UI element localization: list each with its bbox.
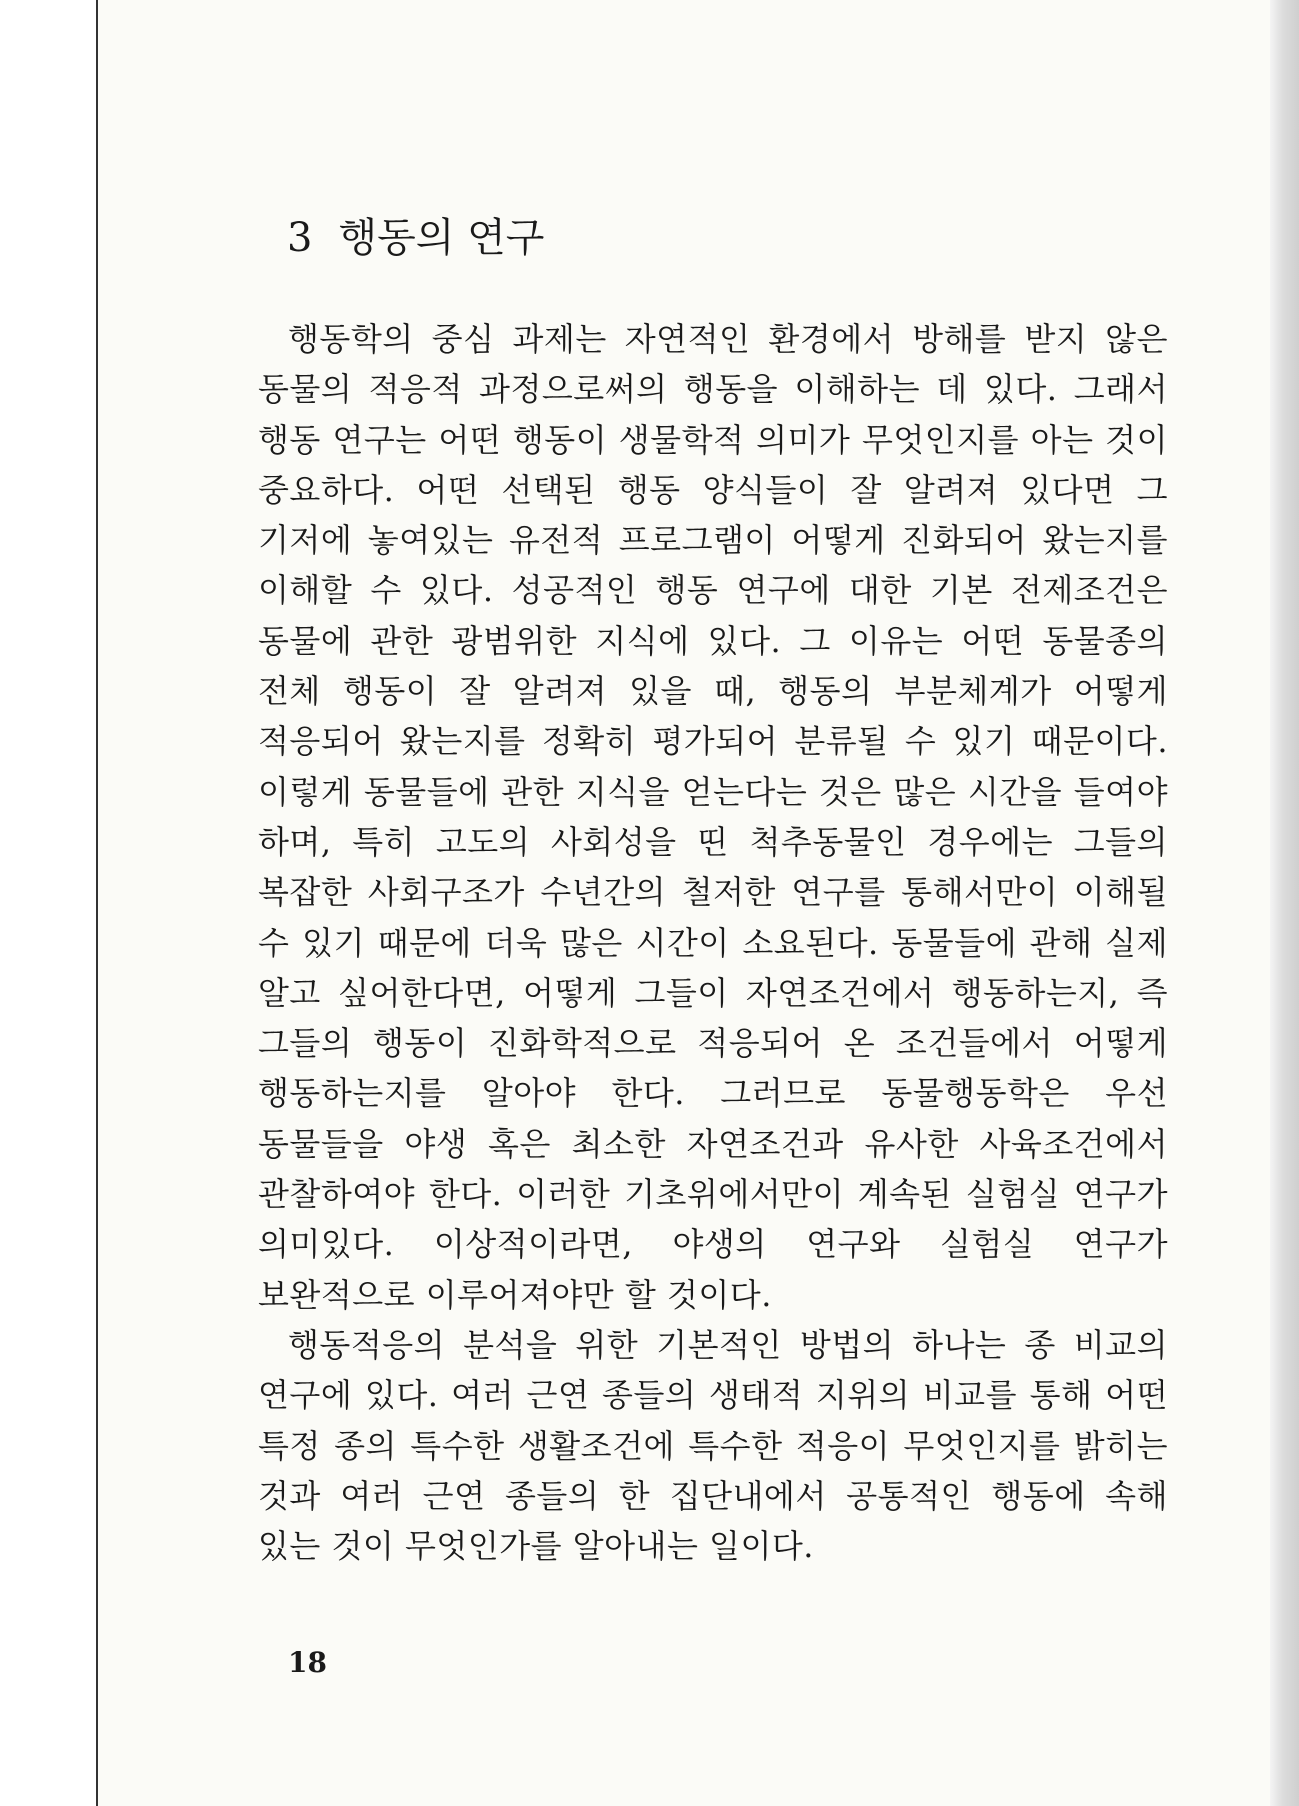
paragraph: 행동학의 중심 과제는 자연적인 환경에서 방해를 받지 않은 동물의 적응적 과정으로써의 행동을 이해하는 데 있다. 그래서 행동 연구는 어떤 행동이 생물학적 의미가 무엇인지를 아는 것이 중요하다. 어떤 선택된 행동 양식들이 잘 알려져 있다면 그 기저에 놓여있는 유전적 프로그램이 어떻게 진화되어 왔는지를 이해할 수 있다. 성공적인 행동 연구에 대한 기본 전제조건은 동물에 관한 광범위한 지식에 있다. 그 이유는 어떤 동물종의 전체 행동이 잘 알려져 있을 때, 행동의 부분체계가 어떻게 적응되어 왔는지를 정확히 평가되어 분류될 수 있기 때문이다. 이렇게 동물들에 관한 지식을 얻는다는 것은 많은 시간을 들여야 하며, 특히 고도의 사회성을 띤 척추동물인 경우에는 그들의 복잡한 사회구조가 수년간의 철저한 연구를 통해서만이 이해될 수 있기 때문에 더욱 많은 시간이 소요된다. 동물들에 관해 실제 알고 싶어한다면, 어떻게 그들이 자연조건에서 행동하는지, 즉 그들의 행동이 진화학적으로 적응되어 온 조건들에서 어떻게 행동하는지를 알아야 한다. 그러므로 동물행동학은 우선 동물들을 야생 혹은 최소한 자연조건과 유사한 사육조건에서 관찰하여야 한다. 이러한 기초위에서만이 계속된 실험실 연구가 의미있다. 이상적이라면, 야생의 연구와 실험실 연구가 보완적으로 이루어져야만 할 것이다. bbox=[258, 320, 1168, 1314]
page-number: 18 bbox=[288, 1646, 327, 1679]
page-gutter-shadow bbox=[1270, 0, 1299, 1806]
body-text bbox=[258, 314, 1168, 1571]
section-number: 3 bbox=[287, 215, 313, 261]
paragraph: 행동적응의 분석을 위한 기본적인 방법의 하나는 종 비교의 연구에 있다. 여러 근연 종들의 생태적 지위의 비교를 통해 어떤 특정 종의 특수한 생활조건에 특수한 적응이 무엇인지를 밝히는 것과 여러 근연 종들의 한 집단내에서 공통적인 행동에 속해 있는 것이 무엇인가를 알아내는 일이다. bbox=[258, 1325, 1168, 1566]
section-heading bbox=[287, 208, 544, 268]
section-title: 행동의 연구 bbox=[338, 215, 545, 261]
scan-left-margin bbox=[0, 0, 95, 1806]
